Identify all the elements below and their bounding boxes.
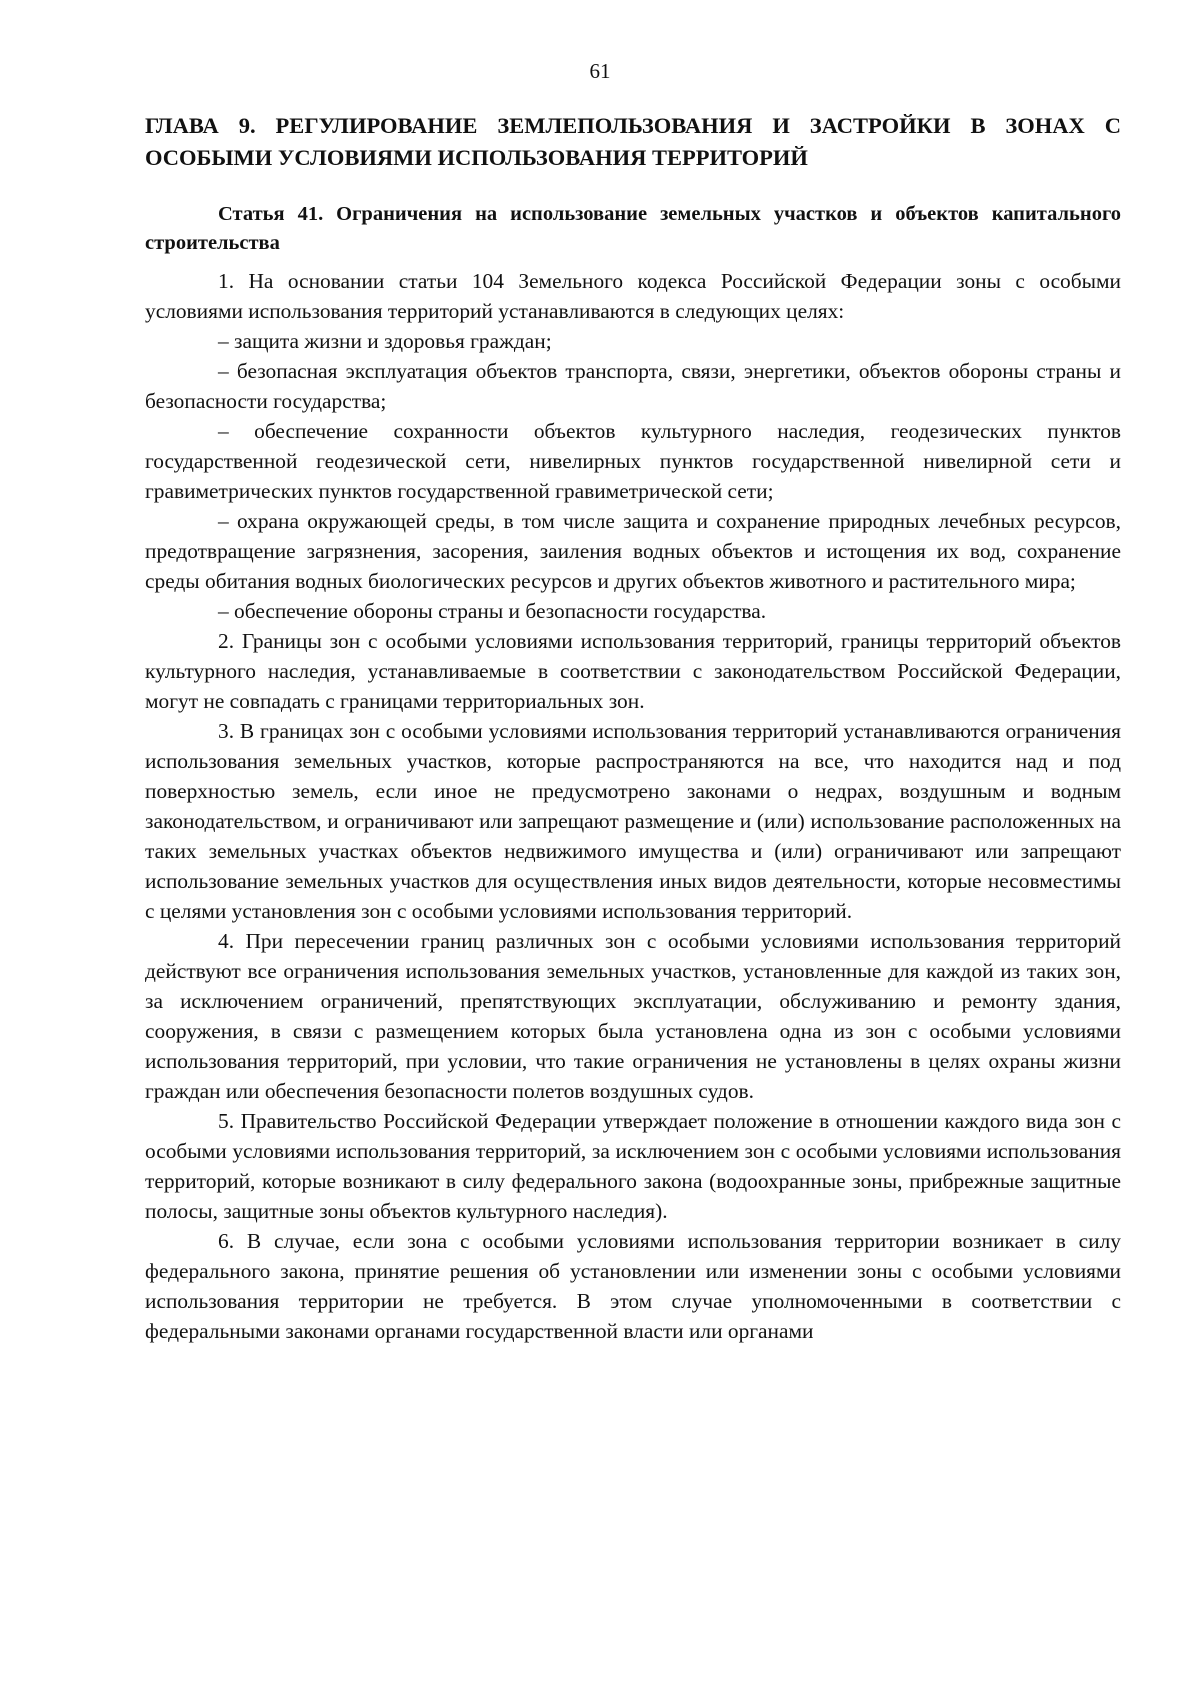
list-item-goal-4: – охрана окружающей среды, в том числе защита и сохранение природных лечебных ресурсов, предотвращение загрязнения, засорения, заиления водных объектов и истощения их вод, сохранение среды обитания водных биологических ресурсов и других объектов животного и растительного мира; — [145, 509, 1121, 593]
list-item-goal-2: – безопасная эксплуатация объектов транспорта, связи, энергетики, объектов обороны страны и безопасности государства; — [145, 359, 1121, 413]
list-item-goal-3: – обеспечение сохранности объектов культурного наследия, геодезических пунктов государственной геодезической сети, нивелирных пунктов государственной нивелирной сети и гравиметрических пунктов государственной гравиметрической сети; — [145, 419, 1121, 503]
paragraph-6: 6. В случае, если зона с особыми условиями использования территории возникает в силу федерального закона, принятие решения об установлении или изменении зоны с особыми условиями использования территории не требуется. В этом случае уполномоченными в соответствии с федеральными законами органами государственной власти или органами — [145, 1229, 1121, 1343]
article-body — [145, 266, 1121, 1346]
paragraph-5: 5. Правительство Российской Федерации утверждает положение в отношении каждого вида зон с особыми условиями использования территорий, за исключением зон с особыми условиями использования территорий, которые возникают в силу федерального закона (водоохранные зоны, прибрежные защитные полосы, защитные зоны объектов культурного наследия). — [145, 1109, 1121, 1223]
paragraph-3: 3. В границах зон с особыми условиями использования территорий устанавливаются ограничения использования земельных участков, которые распространяются на все, что находится над и под поверхностью земель, если иное не предусмотрено законами о недрах, воздушным и водным законодательством, и ограничивают или запрещают размещение и (или) использование расположенных на таких земельных участках объектов недвижимого имущества и (или) ограничивают или запрещают использование земельных участков для осуществления иных видов деятельности, которые несовместимы с целями установления зон с особыми условиями использования территорий. — [145, 719, 1121, 923]
paragraph-4: 4. При пересечении границ различных зон с особыми условиями использования территорий действуют все ограничения использования земельных участков, установленные для каждой из таких зон, за исключением ограничений, препятствующих эксплуатации, обслуживанию и ремонту здания, сооружения, в связи с размещением которых была установлена одна из зон с особыми условиями использования территорий, при условии, что такие ограничения не установлены в целях охраны жизни граждан или обеспечения безопасности полетов воздушных судов. — [145, 929, 1121, 1103]
article-title: Статья 41. Ограничения на использование земельных участков и объектов капитального строительства — [145, 203, 1121, 254]
chapter-title: ГЛАВА 9. РЕГУЛИРОВАНИЕ ЗЕМЛЕПОЛЬЗОВАНИЯ И ЗАСТРОЙКИ В ЗОНАХ С ОСОБЫМИ УСЛОВИЯМИ ИСПОЛЬЗОВАНИЯ ТЕРРИТОРИЙ — [145, 113, 1121, 170]
list-item-goal-5: – обеспечение обороны страны и безопасности государства. — [218, 599, 767, 623]
list-item-goal-1: – защита жизни и здоровья граждан; — [218, 329, 552, 353]
page-number: 61 — [589, 59, 611, 83]
paragraph-2: 2. Границы зон с особыми условиями использования территорий, границы территорий объектов культурного наследия, устанавливаемые в соответствии с законодательством Российской Федерации, могут не совпадать с границами территориальных зон. — [145, 629, 1121, 713]
paragraph-1: 1. На основании статьи 104 Земельного кодекса Российской Федерации зоны с особыми условиями использования территорий устанавливаются в следующих целях: — [145, 269, 1121, 323]
page-content — [145, 110, 1121, 1346]
